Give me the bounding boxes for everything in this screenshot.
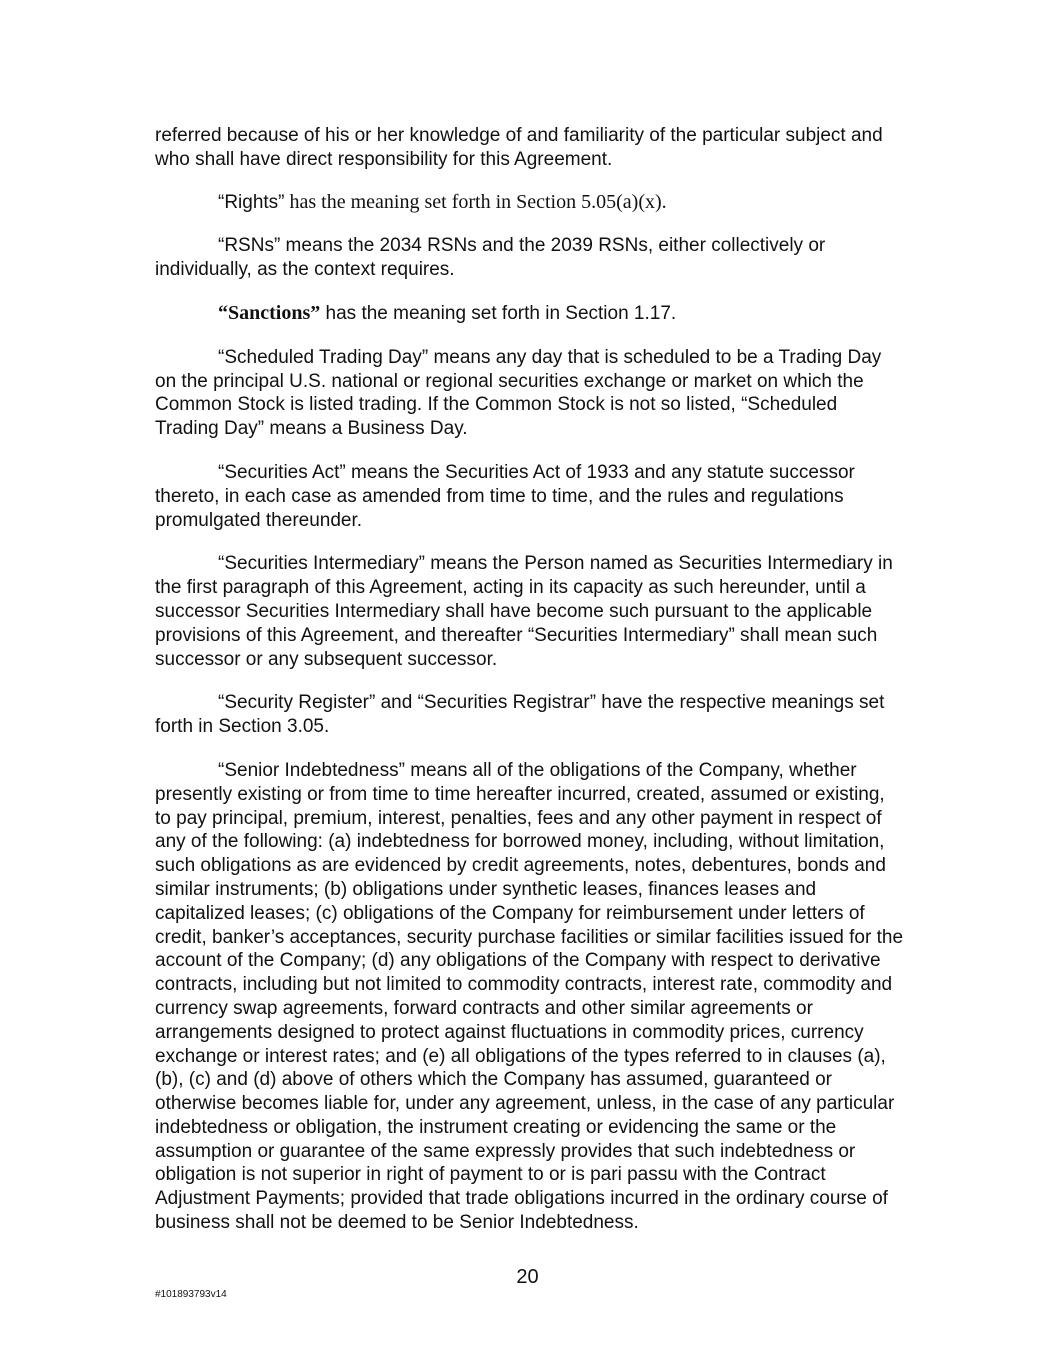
definition-term: “RSNs”: [218, 235, 281, 257]
definition-term: “Rights”: [218, 191, 285, 213]
definition-term: “Securities Intermediary”: [218, 553, 425, 575]
definition-sanctions: [155, 302, 903, 326]
definition-rsns: [155, 234, 903, 282]
definition-text: and “Securities Registrar” have the respective meanings set forth in Section 3.05.: [155, 692, 885, 738]
definition-text: has the meaning set forth in Section 1.17.: [320, 302, 677, 324]
definition-securities-act: [155, 461, 903, 532]
document-id: #101893793v14: [155, 1289, 227, 1300]
definition-term: “Security Register”: [218, 692, 376, 714]
definition-term: “Scheduled Trading Day”: [218, 346, 429, 368]
definition-rights: [155, 191, 903, 215]
paragraph-continuation: referred because of his or her knowledge of and familiarity of the particular subject and who shall have direct responsibility for this Agreement.: [155, 125, 883, 170]
definition-security-register: [155, 691, 903, 739]
document-body: [155, 124, 903, 1255]
definition-term: “Securities Act”: [218, 461, 346, 483]
definition-scheduled-trading-day: [155, 346, 903, 441]
definition-text: means the Person named as Securities Intermediary in the first paragraph of this Agreement, acting in its capacity as such hereunder, until a successor Securities Intermediary shall have become such pursuant to the applicable provisions of this Agreement, and thereafter “Securities Intermediary” shall mean such successor or any subsequent successor.: [155, 553, 893, 670]
definition-term: “Senior Indebtedness”: [218, 759, 405, 781]
definition-text: means the 2034 RSNs and the 2039 RSNs, either collectively or individually, as the context requires.: [155, 235, 826, 281]
definition-term: “Sanctions”: [218, 301, 321, 324]
definition-text: means all of the obligations of the Company, whether presently existing or from time to time hereafter incurred, created, assumed or existing, to pay principal, premium, interest, penalties, fees and any other payment in respect of any of the following: (a) indebtedness for borrowed money, including, without limitation, such obligations as are evidenced by credit agreements, notes, debentures, bonds and similar instruments; (b) obligations under synthetic leases, finances leases and capitalized leases; (c) obligations of the Company for reimbursement under letters of credit, banker’s acceptances, security purchase facilities or similar facilities issued for the account of the Company; (d) any obligations of the Company with respect to derivative contracts, including but not limited to commodity contracts, interest rate, commodity and currency swap agreements, forward contracts and other similar agreements or arrangements designed to protect against fluctuations in commodity prices, currency exchange or interest rates; and (e) all obligations of the types referred to in clauses (a), (b), (c) and (d) above of others which the Company has assumed, guaranteed or otherwise becomes liable for, under any agreement, unless, in the case of any particular indebtedness or obligation, the instrument creating or evidencing the same or the assumption or guarantee of the same expressly provides that such indebtedness or obligation is not superior in right of payment to or is pari passu with the Contract Adjustment Payments; provided that trade obligations incurred in the ordinary course of business shall not be deemed to be Senior Indebtedness.: [155, 759, 904, 1234]
definition-text: has the meaning set forth in Section 5.05(a)(x).: [284, 190, 667, 213]
definition-text: means any day that is scheduled to be a Trading Day on the principal U.S. national or regional securities exchange or market on which the Common Stock is listed trading. If the Common Stock is not so listed, “Scheduled Trading Day” means a Business Day.: [155, 346, 882, 440]
definition-text: means the Securities Act of 1933 and any statute successor thereto, in each case as amended from time to time, and the rules and regulations promulgated thereunder.: [155, 461, 855, 531]
definition-senior-indebtedness: [155, 759, 903, 1235]
definition-securities-intermediary: [155, 552, 903, 671]
page-number: 20: [516, 1266, 539, 1288]
